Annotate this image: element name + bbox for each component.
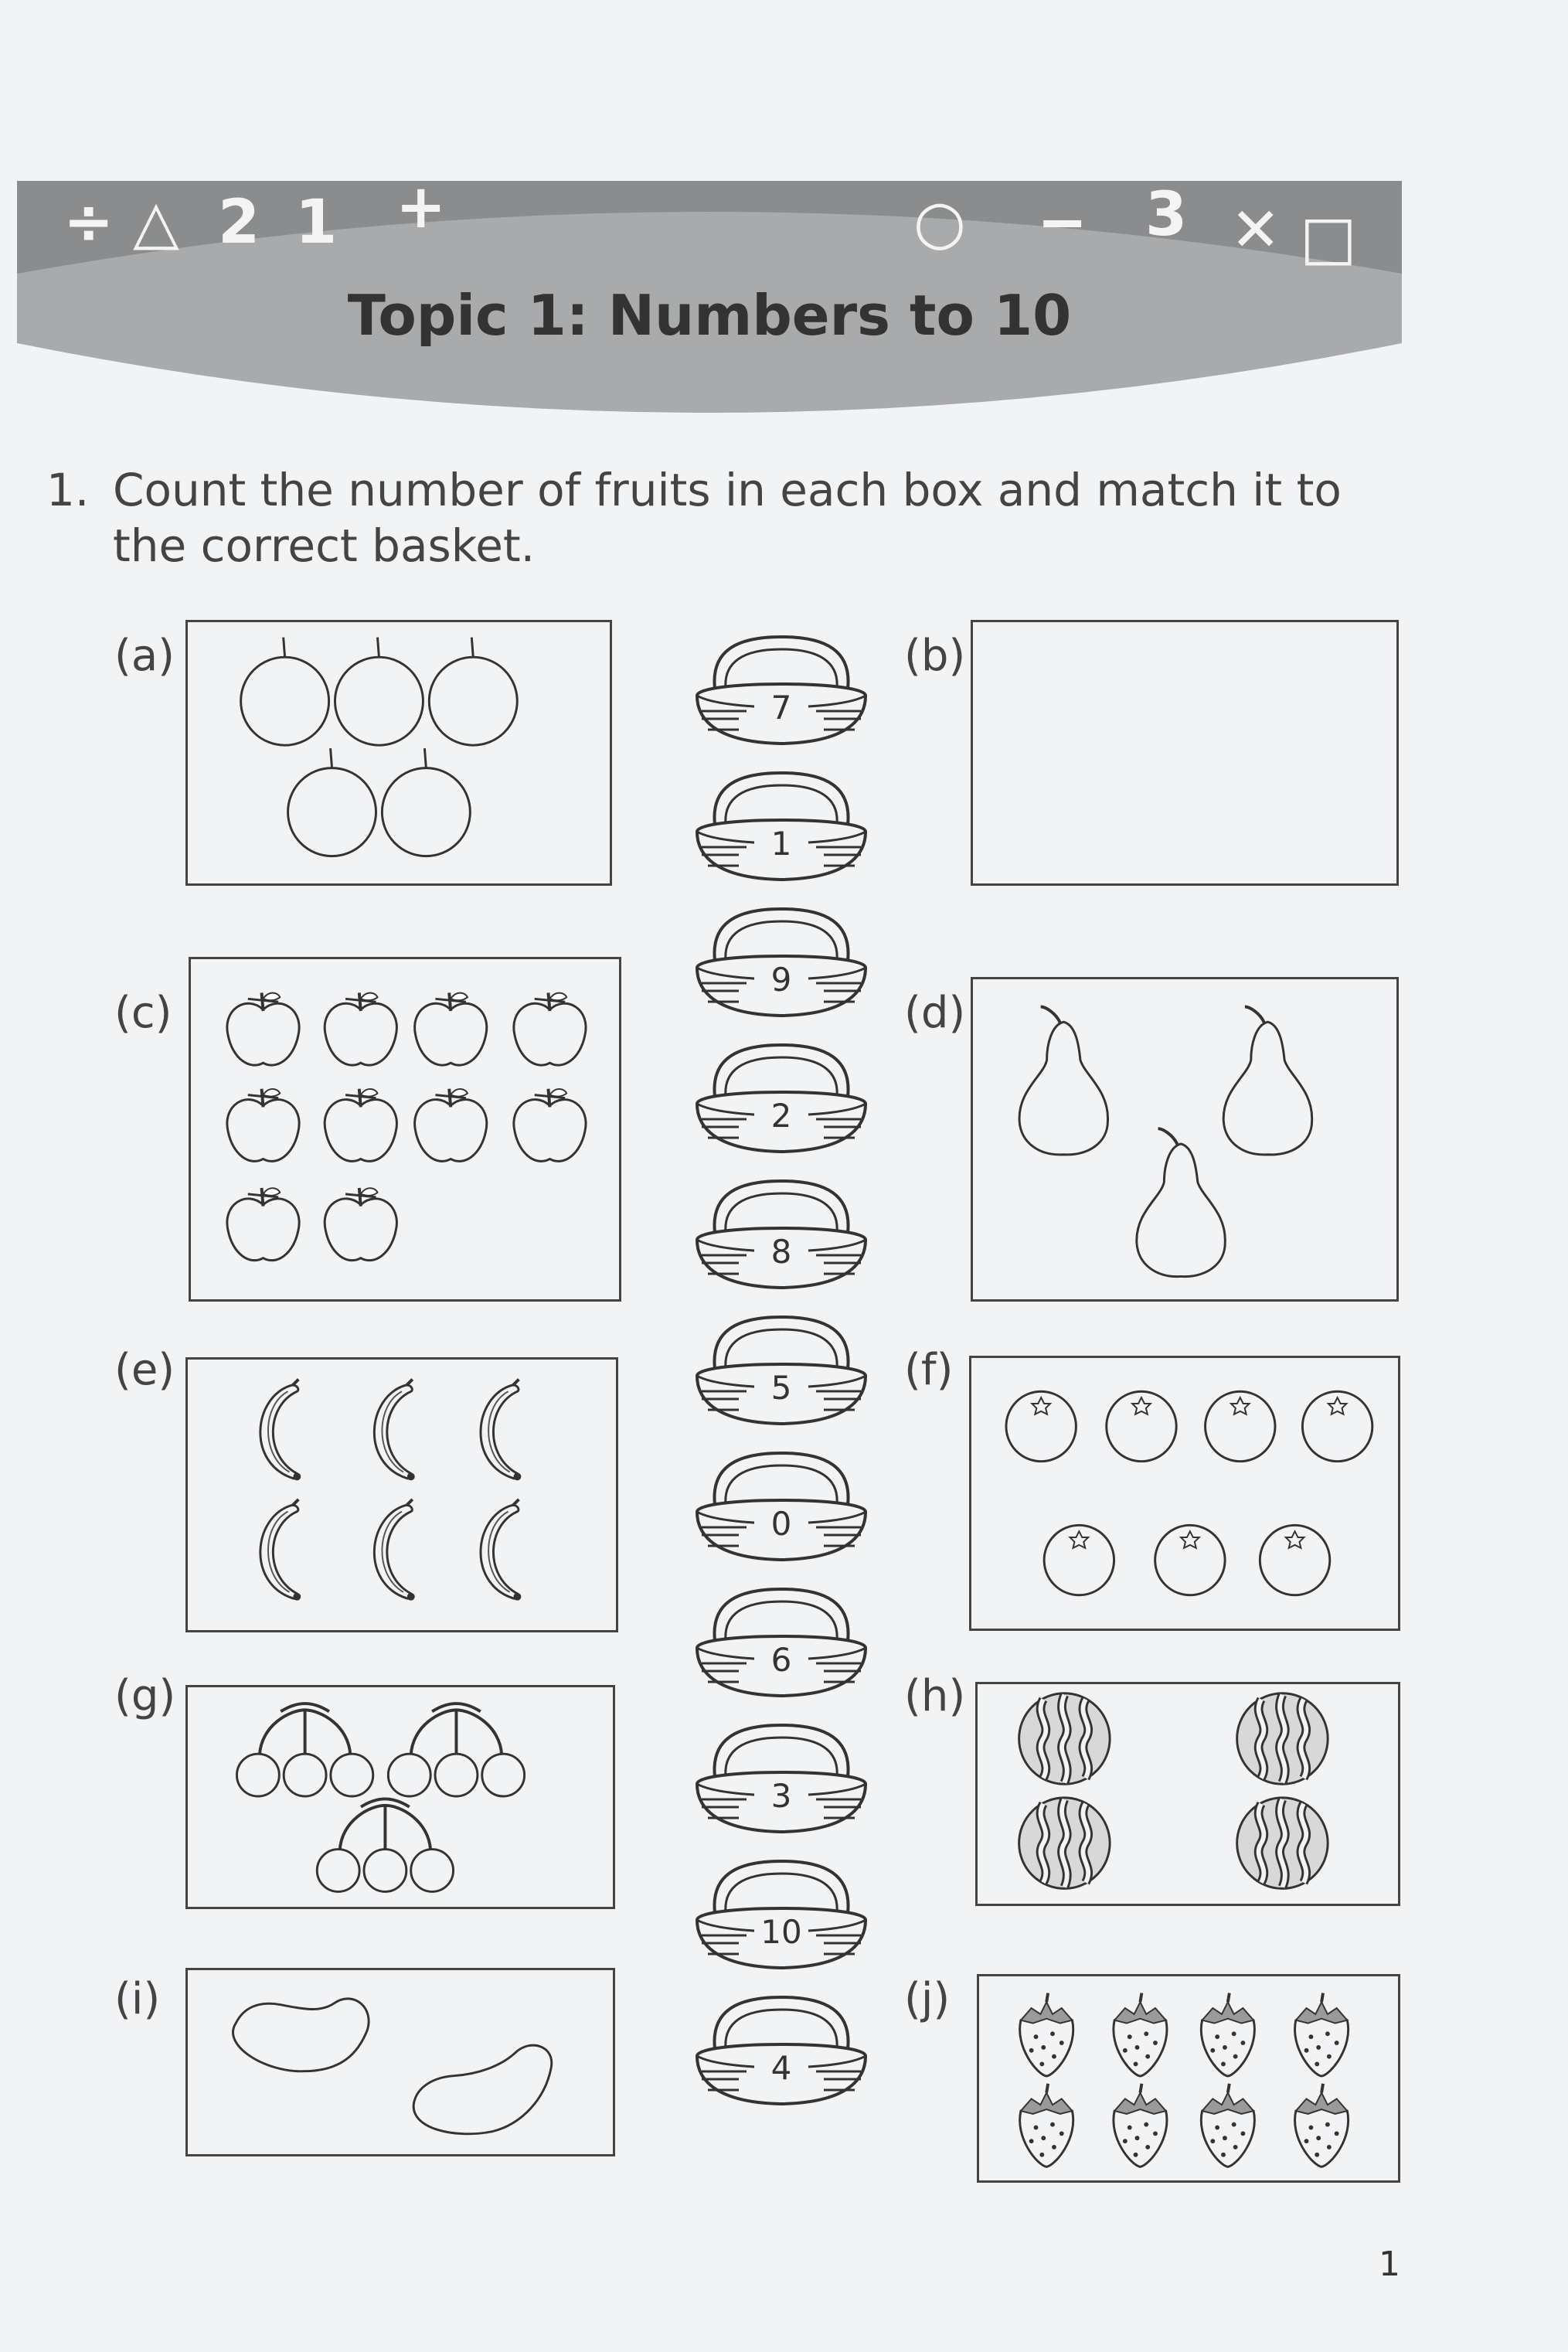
basket[interactable] [692, 1586, 870, 1702]
basket-number: 9 [754, 962, 808, 999]
banana-icon [260, 1499, 301, 1601]
mango-icon [233, 1999, 369, 2071]
divide-symbol: ÷ [63, 188, 114, 257]
mango-icon [413, 2045, 552, 2134]
strawberry-icon [1201, 1993, 1254, 2077]
basket[interactable] [692, 1314, 870, 1430]
fruit-box-i [185, 1968, 615, 2156]
circle-symbol: ○ [913, 188, 967, 257]
fruit-box-e [185, 1357, 618, 1632]
fruit-box-b [971, 620, 1399, 886]
basket-number: 2 [754, 1098, 808, 1135]
orange-icon [1006, 1391, 1076, 1461]
apple-icon [227, 992, 299, 1065]
three-symbol: 3 [1145, 181, 1188, 250]
pear-icon [1019, 1006, 1108, 1154]
cherry-icon [388, 1704, 524, 1796]
apple-icon [415, 992, 487, 1065]
orange-icon [1302, 1391, 1372, 1461]
basket[interactable] [692, 770, 870, 886]
strawberry-icon [1020, 2084, 1073, 2167]
basket-number: 10 [754, 1914, 808, 1951]
orange-icon [1044, 1525, 1114, 1595]
watermelon-icon [1019, 1693, 1111, 1785]
basket[interactable] [692, 1858, 870, 1974]
pear-icon [1137, 1128, 1226, 1276]
strawberry-icon [1114, 1993, 1167, 2077]
page-number: 1 [1379, 2245, 1400, 2284]
apple-icon [325, 1188, 396, 1261]
watermelon-icon [1237, 1798, 1328, 1889]
basket-number: 0 [754, 1506, 808, 1543]
basket-number: 3 [754, 1778, 808, 1815]
question-text: Count the number of fruits in each box and match it to the correct basket. [113, 464, 1342, 572]
banana-icon [481, 1380, 521, 1481]
basket[interactable] [692, 634, 870, 750]
banana-icon [260, 1380, 301, 1481]
fruit-box-d [971, 977, 1399, 1302]
strawberry-icon [1114, 2084, 1167, 2167]
fruit-box-c [189, 957, 621, 1302]
basket-number: 8 [754, 1234, 808, 1271]
orange-icon [288, 748, 376, 856]
strawberry-icon [1020, 1993, 1073, 2077]
fruit-box-g [185, 1685, 615, 1909]
banana-icon [374, 1499, 414, 1601]
plus-symbol: + [396, 181, 447, 242]
box-label-b: (b) [904, 631, 966, 681]
box-label-h: (h) [904, 1671, 966, 1721]
apple-icon [415, 1089, 487, 1162]
pear-icon [1223, 1006, 1312, 1154]
box-label-e: (e) [114, 1345, 175, 1395]
two-symbol: 2 [218, 188, 260, 257]
basket[interactable] [692, 1450, 870, 1566]
basket-number: 1 [754, 825, 808, 863]
strawberry-icon [1295, 2084, 1349, 2167]
apple-icon [325, 1089, 396, 1162]
apple-icon [227, 1188, 299, 1261]
orange-icon [1206, 1391, 1275, 1461]
apple-icon [227, 1089, 299, 1162]
fruit-box-f [969, 1356, 1400, 1631]
fruit-box-a [185, 620, 612, 886]
orange-icon [241, 638, 329, 746]
orange-icon [1107, 1391, 1176, 1461]
apple-icon [325, 992, 396, 1065]
banana-icon [374, 1380, 414, 1481]
cherry-icon [236, 1704, 372, 1796]
basket[interactable] [692, 1178, 870, 1294]
box-label-g: (g) [114, 1671, 176, 1721]
box-label-i: (i) [114, 1974, 161, 2024]
basket-number: 4 [754, 2050, 808, 2087]
apple-icon [514, 992, 586, 1065]
minus-symbol: − [1037, 188, 1088, 257]
box-label-d: (d) [904, 988, 966, 1038]
orange-icon [335, 638, 423, 746]
question-number: 1. [46, 464, 90, 516]
box-label-f: (f) [904, 1345, 954, 1395]
triangle-symbol: △ [133, 188, 179, 257]
orange-icon [382, 748, 470, 856]
basket[interactable] [692, 1994, 870, 2110]
basket-number: 7 [754, 689, 808, 727]
orange-icon [1260, 1525, 1329, 1595]
apple-icon [514, 1089, 586, 1162]
basket[interactable] [692, 1042, 870, 1158]
box-label-j: (j) [904, 1974, 951, 2024]
fruit-box-h [975, 1682, 1400, 1906]
strawberry-icon [1201, 2084, 1254, 2167]
page-title: Topic 1: Numbers to 10 [347, 283, 1072, 348]
banana-icon [481, 1499, 521, 1601]
box-label-c: (c) [114, 988, 172, 1038]
watermelon-icon [1237, 1693, 1328, 1785]
strawberry-icon [1295, 1993, 1349, 2077]
orange-icon [1155, 1525, 1225, 1595]
orange-icon [429, 638, 517, 746]
times-symbol: ✕ [1230, 196, 1281, 265]
topic-banner [17, 181, 1402, 428]
square-symbol: □ [1300, 203, 1357, 273]
box-label-a: (a) [114, 631, 175, 681]
basket[interactable] [692, 1722, 870, 1838]
cherry-icon [317, 1799, 453, 1891]
basket-number: 6 [754, 1642, 808, 1679]
basket-number: 5 [754, 1370, 808, 1407]
one-symbol: 1 [295, 188, 338, 257]
basket[interactable] [692, 906, 870, 1022]
watermelon-icon [1019, 1798, 1111, 1889]
fruit-box-j [977, 1974, 1400, 2183]
